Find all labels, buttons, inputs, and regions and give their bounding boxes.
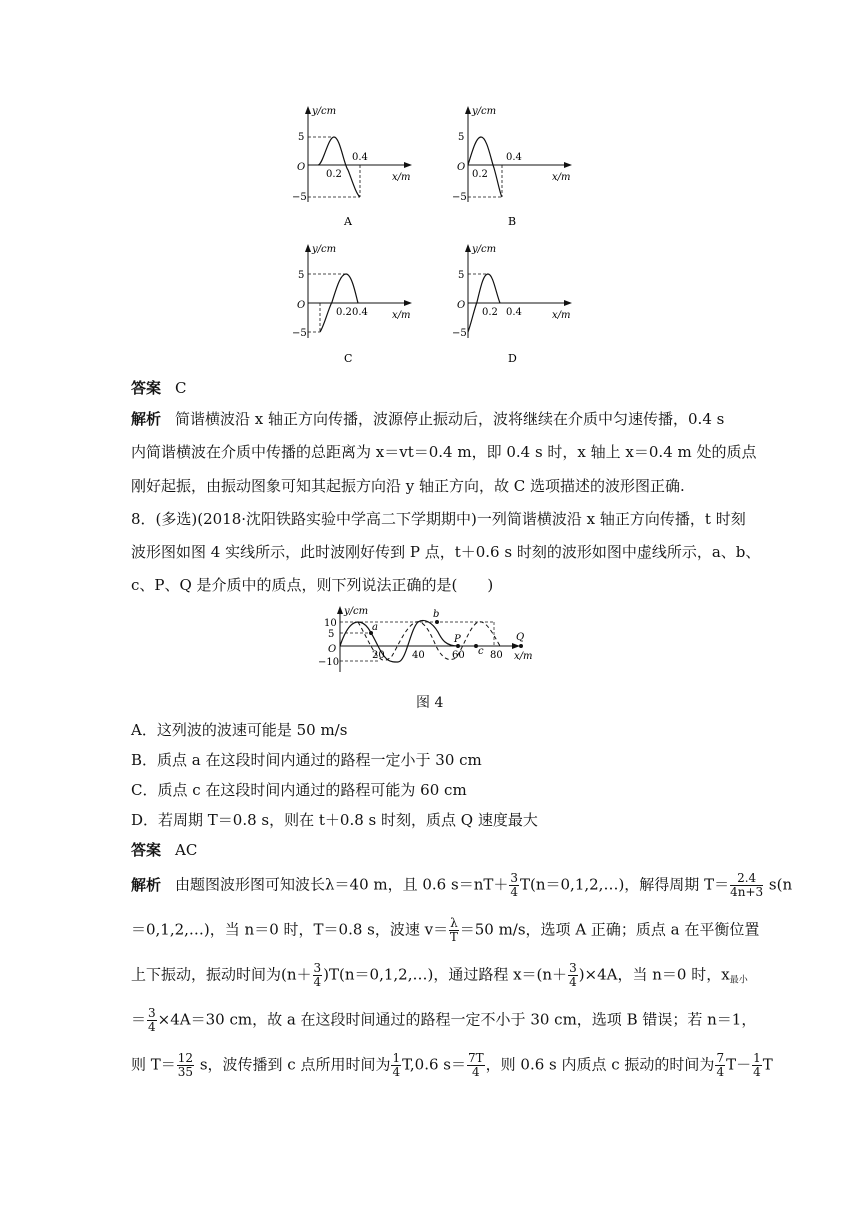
x-tick-02: 0.2 <box>472 169 488 180</box>
x-tick-60: 60 <box>452 650 465 661</box>
graph-d <box>450 238 580 368</box>
graph-b <box>450 100 580 230</box>
answer-label: 答案 <box>131 841 162 859</box>
y-tick-5: 5 <box>328 629 335 640</box>
x-tick-02: 0.2 <box>482 307 498 318</box>
q8-answer <box>131 840 197 860</box>
y-tick-5: 5 <box>298 132 305 143</box>
option-b: B．质点 a 在这段时间内通过的路程一定小于 30 cm <box>131 751 482 769</box>
x-tick-20: 20 <box>372 650 385 661</box>
subscript-min: 最小 <box>729 975 748 986</box>
y-tick-neg5: −5 <box>292 328 307 339</box>
y-axis-label: y/cm <box>472 106 497 117</box>
graph-label: B <box>508 215 517 228</box>
x-tick-04: 0.4 <box>352 152 368 163</box>
fraction-7-4: $\frac{7}{4}$ <box>716 1051 725 1079</box>
answer-value: AC <box>175 841 198 859</box>
x-tick-80: 80 <box>490 650 503 661</box>
x-axis-label: x/m <box>514 651 533 662</box>
fraction-period: $\frac{2.4}{4n+3}$ <box>730 871 764 899</box>
x-tick-40: 40 <box>412 650 425 661</box>
y-tick-neg5: −5 <box>292 192 307 203</box>
y-tick-neg10: −10 <box>318 657 340 668</box>
analysis-label: 解析 <box>131 410 162 428</box>
x-tick-02: 0.2 <box>326 169 342 180</box>
graph-label: A <box>344 215 352 228</box>
q7-analysis-line-3: 刚好起振，由振动图象可知其起振方向沿 y 轴正方向，故 C 选项描述的波形图正确. <box>131 477 685 495</box>
x-axis-label: x/m <box>552 310 571 321</box>
analysis-label: 解析 <box>131 875 162 894</box>
figure-caption: 图 4 <box>416 695 444 711</box>
x-tick-02: 0.2 <box>336 307 352 318</box>
q8-stem-line-3: c、P、Q 是介质中的质点，则下列说法正确的是( ) <box>131 576 494 594</box>
q8-analysis-line-4: ＝ $\frac{3}{4}$ ×4A＝30 cm，故 a 在这段时间通过的路程一定不小于 30 cm，选项 B 错误；若 n＝1， <box>131 1006 757 1034</box>
y-tick-5: 5 <box>458 270 465 281</box>
point-b-label: b <box>433 609 440 620</box>
point-a-label: a <box>372 622 378 633</box>
answer-value: C <box>175 379 187 397</box>
fraction-3-4: $\frac{3}{4}$ <box>569 961 577 989</box>
y-axis-label: y/cm <box>312 244 337 255</box>
q8-stem-line-2: 波形图如图 4 实线所示，此时波刚好传到 P 点，t＋0.6 s 时刻的波形如图中虚线所示，a、b、 <box>131 543 761 561</box>
q8-analysis-line-1: 解析 由题图波形图可知波长λ＝40 m，且 0.6 s＝nT＋ $\frac{3}{4}$ T(n＝0,1,2,…)，解得周期 T＝ $\frac{2.4}{4n+3}$ s(n <box>131 871 793 899</box>
y-tick-neg5: −5 <box>452 192 467 203</box>
q8-analysis-line-2: ＝0,1,2,…)，当 n＝0 时，T＝0.8 s，波速 v＝ $\frac{\lambda}{T}$ ＝50 m/s，选项 A 正确；质点 a 在平衡位置 <box>131 916 760 944</box>
origin-label: O <box>457 162 466 173</box>
option-c: C．质点 c 在这段时间内通过的路程可能为 60 cm <box>131 781 467 799</box>
graph-a <box>290 100 420 230</box>
x-tick-04: 0.4 <box>506 307 522 318</box>
fraction-1-4: $\frac{1}{4}$ <box>753 1051 761 1079</box>
x-axis-label: x/m <box>392 172 411 183</box>
q8-analysis-line-3: 上下振动，振动时间为(n＋ $\frac{3}{4}$ )T(n＝0,1,2,…)，通过路程 x＝(n＋ $\frac{3}{4}$ )×4A，当 n＝0 时，$x_{最小}$ <box>131 961 748 989</box>
point-q-label: Q <box>516 632 525 643</box>
x-axis-label: x/m <box>552 172 571 183</box>
y-tick-5: 5 <box>458 132 465 143</box>
graph-label: C <box>344 352 353 365</box>
option-a: A．这列波的波速可能是 50 m/s <box>131 721 348 739</box>
graph-c <box>290 238 420 368</box>
q7-analysis-line-1: 解析 简谐横波沿 x 轴正方向传播，波源停止振动后，波将继续在介质中匀速传播，0.4 s <box>131 410 725 428</box>
origin-label: O <box>297 162 306 173</box>
y-tick-10: 10 <box>324 618 337 629</box>
y-axis-label: y/cm <box>312 106 337 117</box>
fraction-lambda-t: $\frac{\lambda}{T}$ <box>449 916 458 944</box>
y-axis-label: y/cm <box>344 606 369 617</box>
q7-analysis-line-2: 内简谐横波在介质中传播的总距离为 x＝vt＝0.4 m，即 0.4 s 时，x 轴上 x＝0.4 m 处的质点 <box>131 443 757 461</box>
fraction-3-4: $\frac{3}{4}$ <box>148 1006 156 1034</box>
x-axis-label: x/m <box>392 310 411 321</box>
point-p-label: P <box>454 634 461 645</box>
q7-answer <box>131 378 187 398</box>
origin-label: O <box>457 300 466 311</box>
x-tick-04: 0.4 <box>352 307 368 318</box>
fraction-7t-4: $\frac{7T}{4}$ <box>468 1051 484 1079</box>
y-tick-neg5: −5 <box>452 328 467 339</box>
origin-label: O <box>297 300 306 311</box>
origin-label: O <box>328 644 337 655</box>
fraction-3-4: $\frac{3}{4}$ <box>510 871 518 899</box>
x-tick-04: 0.4 <box>506 152 522 163</box>
fraction-12-35: $\frac{12}{35}$ <box>177 1051 194 1079</box>
y-tick-5: 5 <box>298 270 305 281</box>
q8-analysis-line-5: 则 T＝ $\frac{12}{35}$ s，波传播到 c 点所用时间为 $\frac{1}{4}$ T,0.6 s＝ $\frac{7T}{4}$ ，则 0.6 s 内质点 c 振动的时间为 $\frac{7}{4}$ T－ $\frac{1}{4}$ T <box>131 1051 773 1079</box>
graph-label: D <box>508 352 517 365</box>
option-d: D．若周期 T＝0.8 s，则在 t＋0.8 s 时刻，质点 Q 速度最大 <box>131 811 538 829</box>
answer-label: 答案 <box>131 379 162 397</box>
fraction-1-4: $\frac{1}{4}$ <box>392 1051 401 1079</box>
fraction-3-4: $\frac{3}{4}$ <box>313 961 322 989</box>
point-c-label: c <box>478 646 484 657</box>
figure-4 <box>316 602 536 682</box>
y-axis-label: y/cm <box>472 244 497 255</box>
q8-stem-line-1: 8．(多选)(2018·沈阳铁路实验中学高二下学期期中)一列简谐横波沿 x 轴正方向传播，t 时刻 <box>131 510 746 528</box>
